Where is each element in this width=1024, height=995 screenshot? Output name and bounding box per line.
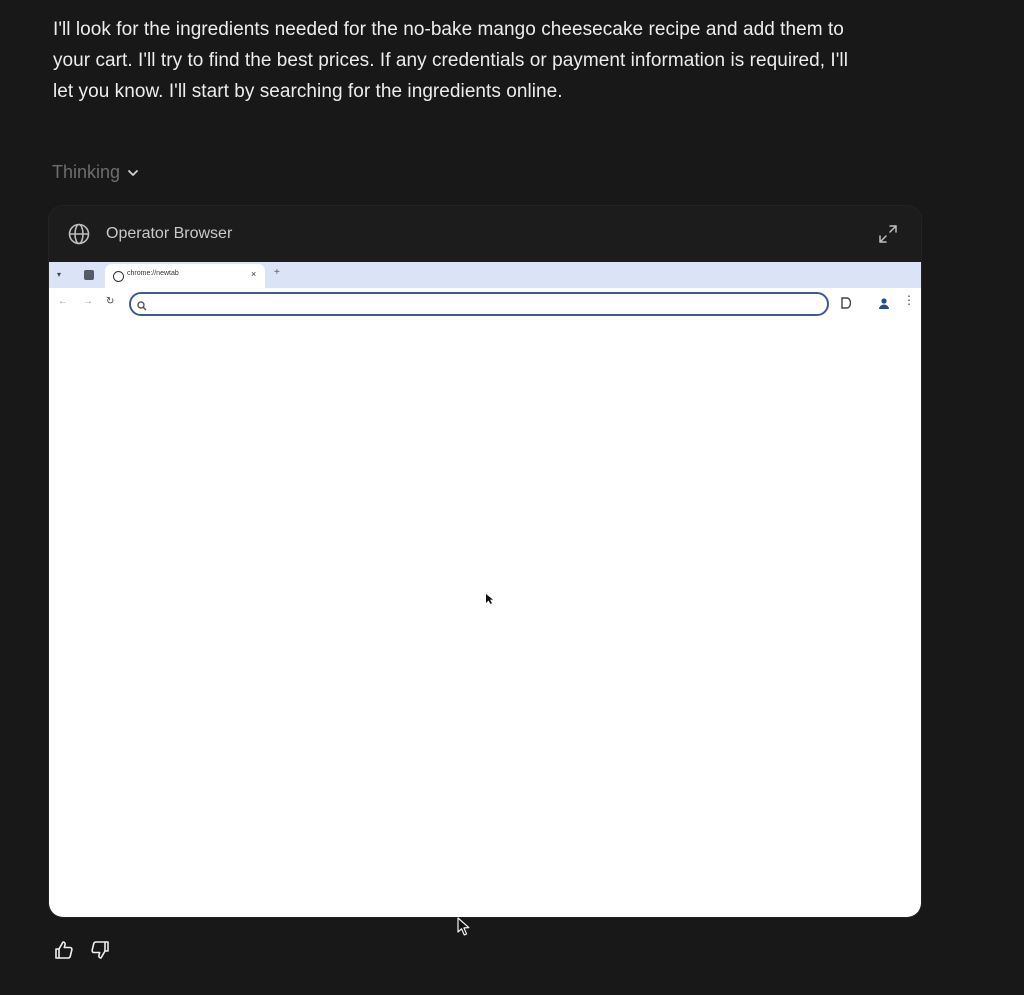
feedback-actions [53, 939, 111, 961]
chevron-down-icon [126, 166, 140, 180]
extensions-icon[interactable] [841, 296, 851, 308]
thinking-toggle[interactable] [52, 162, 140, 183]
assistant-message: I'll look for the ingredients needed for the no-bake mango cheesecake recipe and add them to your cart. I'll try to find the best prices. If any credentials or payment information is required, I'll let you know. I'll start by searching for the ingredients online. [53, 19, 848, 102]
operator-title: Operator Browser [106, 225, 233, 242]
operator-card-header [49, 206, 921, 262]
address-bar[interactable] [129, 292, 829, 316]
pinned-tab-icon[interactable] [84, 270, 94, 280]
reload-icon[interactable]: ↻ [106, 296, 115, 307]
back-icon[interactable]: ← [58, 296, 68, 307]
profile-icon[interactable] [878, 296, 890, 308]
browser-tab-active[interactable] [105, 264, 265, 288]
browser-viewport [49, 320, 921, 917]
search-icon [137, 298, 147, 308]
browser-menu-icon[interactable]: ⋮ [903, 293, 915, 307]
tab-close-icon[interactable]: × [251, 269, 257, 279]
browser-tabstrip [49, 262, 921, 288]
globe-icon [68, 223, 90, 245]
thumbs-down-icon [89, 949, 111, 964]
thumbs-up-button[interactable] [53, 939, 75, 961]
thumbs-down-button[interactable] [89, 939, 111, 961]
pointer-cursor-icon [456, 917, 472, 937]
forward-icon[interactable]: → [83, 296, 93, 307]
tab-title: chrome://newtab [127, 270, 179, 277]
expand-icon[interactable] [877, 223, 899, 245]
tab-search-icon[interactable]: ▾ [57, 270, 62, 279]
browser-screenshot [49, 262, 921, 917]
browser-toolbar [49, 288, 921, 320]
thinking-label: Thinking [52, 162, 121, 182]
operator-browser-card [49, 206, 921, 917]
tab-favicon-icon [113, 271, 124, 282]
address-input[interactable] [151, 295, 815, 313]
new-tab-button[interactable]: + [274, 267, 280, 278]
mouse-cursor-icon [485, 592, 494, 604]
thumbs-up-icon [53, 949, 75, 964]
